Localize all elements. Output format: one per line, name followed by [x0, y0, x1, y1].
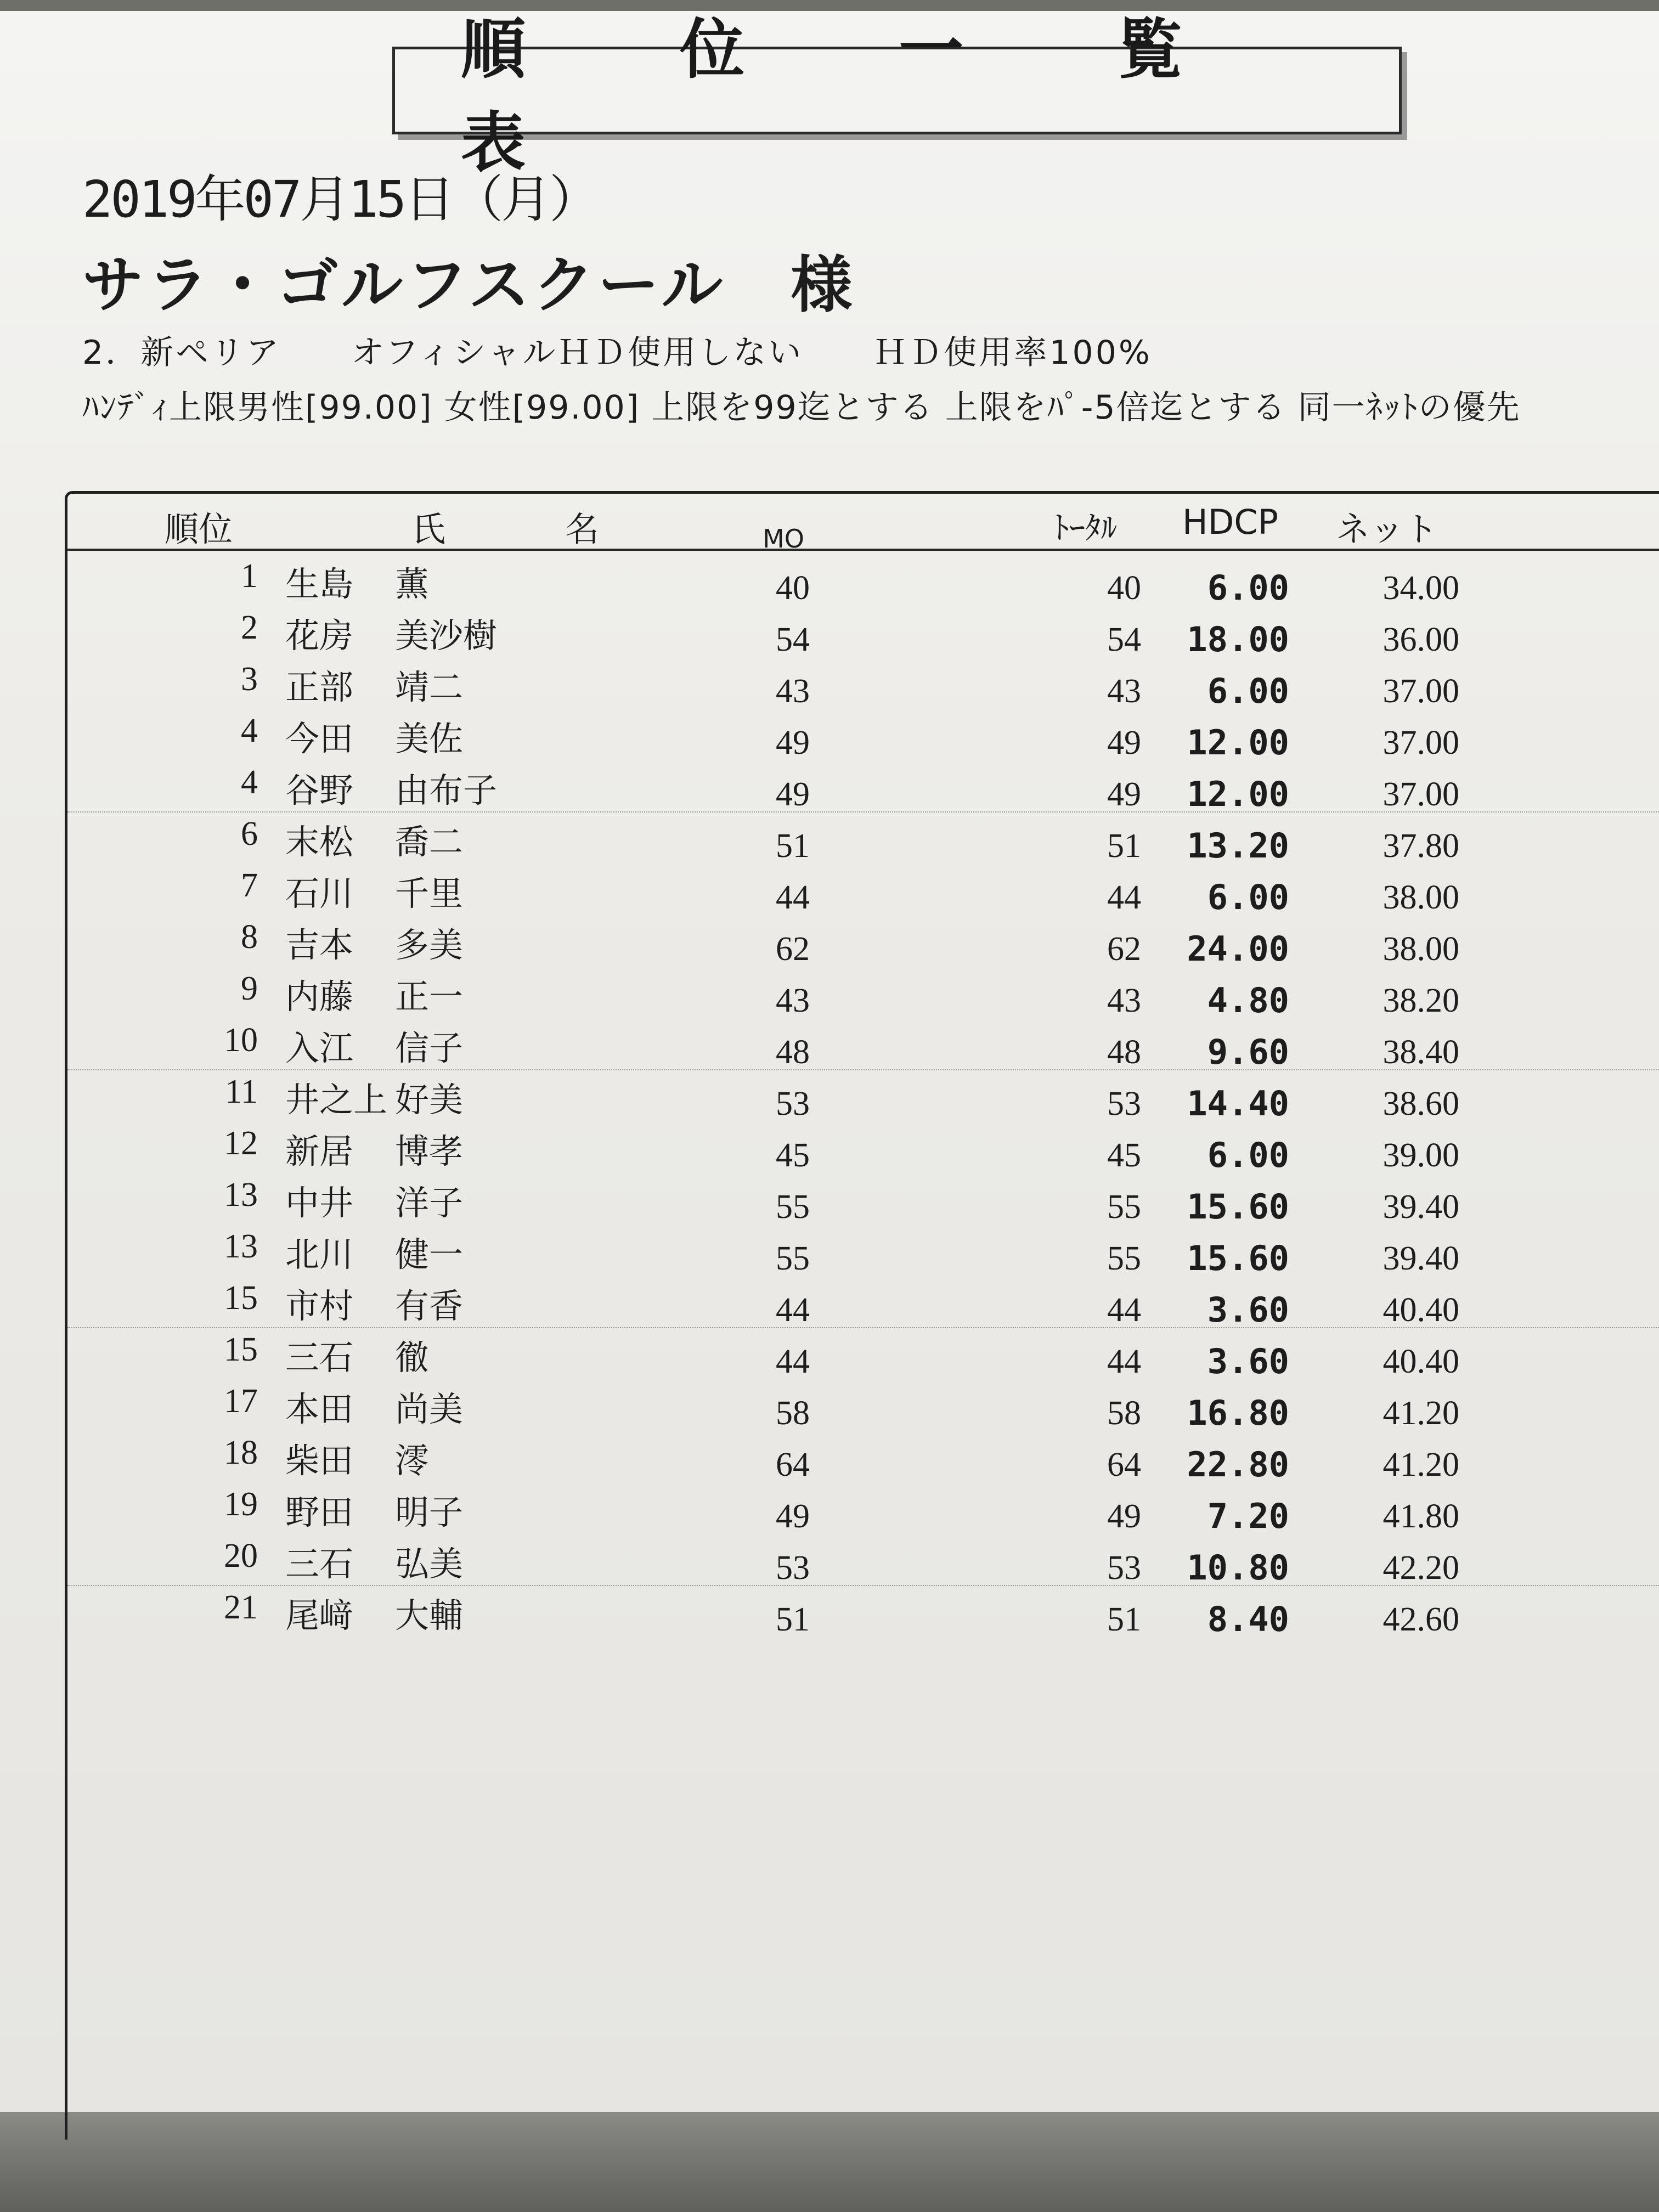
surname-cell: 末松: [285, 822, 354, 862]
mo-cell: 43: [776, 982, 810, 1019]
surname-cell: 生島: [285, 564, 354, 604]
given-name-cell: 澪: [395, 1441, 430, 1481]
surname-cell: 石川: [285, 873, 354, 913]
title-box: [392, 12, 1402, 180]
given-name-cell: 健一: [395, 1234, 464, 1274]
net-cell: 38.00: [1383, 930, 1459, 968]
table-row: [0, 918, 1659, 969]
table-row: [0, 1279, 1659, 1330]
rank-cell: 15: [224, 1279, 258, 1317]
given-name-cell: 徹: [395, 1338, 430, 1378]
total-cell: 54: [1107, 621, 1141, 658]
surname-cell: 吉本: [285, 925, 354, 965]
given-name-cell: 美沙樹: [395, 616, 498, 656]
handicap-conditions: ﾊﾝﾃﾞｨ上限男性[99.00] 女性[99.00] 上限を99迄とする 上限をﾊﾟ-5倍迄とする 同一ﾈｯﾄの優先: [82, 388, 1521, 427]
table-row: [0, 712, 1659, 763]
rank-cell: 1: [241, 557, 258, 595]
surname-cell: 三石: [285, 1544, 354, 1584]
rank-cell: 4: [241, 712, 258, 749]
page-title: 順 位 一 覧 表: [461, 12, 1249, 180]
given-name-cell: 信子: [395, 1028, 464, 1068]
hdcp-cell: 10.80: [1187, 1548, 1289, 1588]
total-cell: 53: [1107, 1085, 1141, 1122]
hdcp-cell: 3.60: [1207, 1290, 1289, 1330]
surname-cell: 正部: [285, 667, 354, 707]
table-row: [0, 1124, 1659, 1176]
net-cell: 42.60: [1383, 1601, 1459, 1638]
given-name-cell: 多美: [395, 925, 464, 965]
column-header-name-first-char: 氏: [411, 509, 446, 549]
total-cell: 58: [1107, 1395, 1141, 1432]
total-cell: 51: [1107, 1601, 1141, 1638]
surname-cell: 井之上: [285, 1080, 388, 1120]
rank-cell: 2: [241, 609, 258, 646]
hdcp-cell: 6.00: [1207, 1135, 1289, 1175]
surname-cell: 谷野: [285, 770, 354, 810]
mo-cell: 44: [776, 1291, 810, 1329]
total-cell: 55: [1107, 1240, 1141, 1277]
table-row: [0, 1073, 1659, 1124]
rank-cell: 10: [224, 1022, 258, 1059]
mo-cell: 40: [776, 569, 810, 607]
hdcp-cell: 12.00: [1187, 723, 1289, 763]
surname-cell: 本田: [285, 1389, 354, 1429]
total-cell: 53: [1107, 1549, 1141, 1587]
surname-cell: 今田: [285, 719, 354, 759]
rank-cell: 12: [224, 1125, 258, 1162]
column-header-net: ネット: [1336, 509, 1438, 549]
surname-cell: 市村: [285, 1286, 354, 1326]
given-name-cell: 博孝: [395, 1131, 464, 1171]
given-name-cell: 由布子: [395, 770, 498, 810]
mo-cell: 45: [776, 1137, 810, 1174]
net-cell: 38.60: [1383, 1085, 1459, 1122]
net-cell: 37.00: [1383, 673, 1459, 710]
table-row: [0, 969, 1659, 1021]
client-name: サラ・ゴルフスクール 様: [82, 250, 856, 321]
rank-cell: 18: [224, 1434, 258, 1471]
total-cell: 48: [1107, 1034, 1141, 1071]
rank-cell: 11: [225, 1073, 258, 1110]
mo-cell: 64: [776, 1446, 810, 1483]
net-cell: 40.40: [1383, 1291, 1459, 1329]
mo-cell: 49: [776, 776, 810, 813]
net-cell: 41.20: [1383, 1395, 1459, 1432]
group-separator: [67, 1069, 1659, 1070]
total-cell: 44: [1107, 1343, 1141, 1380]
table-row: [0, 1021, 1659, 1073]
net-cell: 38.40: [1383, 1034, 1459, 1071]
surname-cell: 入江: [285, 1028, 354, 1068]
total-cell: 62: [1107, 930, 1141, 968]
table-row: [0, 1382, 1659, 1434]
given-name-cell: 正一: [395, 977, 464, 1017]
rank-cell: 19: [224, 1486, 258, 1523]
total-cell: 43: [1107, 982, 1141, 1019]
group-separator: [67, 811, 1659, 812]
given-name-cell: 薫: [395, 564, 430, 604]
table-row: [0, 1176, 1659, 1227]
total-cell: 40: [1107, 569, 1141, 607]
mo-cell: 51: [776, 1601, 810, 1638]
net-cell: 37.80: [1383, 827, 1459, 865]
rank-cell: 6: [241, 815, 258, 853]
hdcp-cell: 15.60: [1187, 1187, 1289, 1227]
net-cell: 39.40: [1383, 1188, 1459, 1226]
mo-cell: 55: [776, 1240, 810, 1277]
mo-cell: 49: [776, 1498, 810, 1535]
scoring-conditions: 2．新ペリア オフィシャルＨＤ使用しない ＨＤ使用率100%: [82, 334, 1152, 372]
surname-cell: 新居: [285, 1131, 354, 1171]
rank-cell: 4: [241, 764, 258, 801]
table-row: [0, 557, 1659, 608]
hdcp-cell: 14.40: [1187, 1084, 1289, 1124]
net-cell: 41.80: [1383, 1498, 1459, 1535]
table-row: [0, 815, 1659, 866]
column-header-mo: MO: [763, 524, 804, 554]
rank-cell: 3: [241, 661, 258, 698]
table-row: [0, 763, 1659, 815]
total-cell: 51: [1107, 827, 1141, 865]
hdcp-cell: 12.00: [1187, 774, 1289, 814]
hdcp-cell: 6.00: [1207, 671, 1289, 711]
net-cell: 37.00: [1383, 724, 1459, 761]
column-header-hdcp: HDCP: [1182, 502, 1279, 542]
mo-cell: 44: [776, 1343, 810, 1380]
column-header-total: ﾄｰﾀﾙ: [1053, 509, 1118, 546]
total-cell: 49: [1107, 724, 1141, 761]
net-cell: 34.00: [1383, 569, 1459, 607]
table-row: [0, 866, 1659, 918]
net-cell: 42.20: [1383, 1549, 1459, 1587]
mo-cell: 43: [776, 673, 810, 710]
surname-cell: 柴田: [285, 1441, 354, 1481]
mo-cell: 48: [776, 1034, 810, 1071]
table-row: [0, 660, 1659, 712]
total-cell: 49: [1107, 1498, 1141, 1535]
hdcp-cell: 4.80: [1207, 980, 1289, 1020]
rank-cell: 9: [241, 970, 258, 1007]
net-cell: 39.40: [1383, 1240, 1459, 1277]
mo-cell: 54: [776, 621, 810, 658]
surname-cell: 中井: [285, 1183, 354, 1223]
mo-cell: 53: [776, 1085, 810, 1122]
net-cell: 40.40: [1383, 1343, 1459, 1380]
table-row: [0, 1330, 1659, 1382]
given-name-cell: 美佐: [395, 719, 464, 759]
hdcp-cell: 3.60: [1207, 1341, 1289, 1381]
hdcp-cell: 22.80: [1187, 1444, 1289, 1485]
column-header-name-second-char: 名: [565, 509, 600, 549]
table-row: [0, 608, 1659, 660]
mo-cell: 44: [776, 879, 810, 916]
given-name-cell: 有香: [395, 1286, 464, 1326]
total-cell: 45: [1107, 1137, 1141, 1174]
hdcp-cell: 9.60: [1207, 1032, 1289, 1072]
surname-cell: 三石: [285, 1338, 354, 1378]
group-separator: [67, 1327, 1659, 1328]
rank-cell: 13: [224, 1176, 258, 1214]
hdcp-cell: 7.20: [1207, 1496, 1289, 1536]
surname-cell: 尾﨑: [285, 1595, 354, 1635]
surname-cell: 花房: [285, 616, 354, 656]
hdcp-cell: 13.20: [1187, 826, 1289, 866]
rank-cell: 17: [224, 1383, 258, 1420]
given-name-cell: 弘美: [395, 1544, 464, 1584]
mo-cell: 51: [776, 827, 810, 865]
rank-cell: 13: [224, 1228, 258, 1265]
rank-cell: 21: [224, 1589, 258, 1626]
given-name-cell: 好美: [395, 1080, 464, 1120]
table-row: [0, 1434, 1659, 1485]
mo-cell: 58: [776, 1395, 810, 1432]
hdcp-cell: 18.00: [1187, 619, 1289, 659]
given-name-cell: 千里: [395, 873, 464, 913]
net-cell: 36.00: [1383, 621, 1459, 658]
rank-cell: 20: [224, 1537, 258, 1575]
given-name-cell: 尚美: [395, 1389, 464, 1429]
net-cell: 38.00: [1383, 879, 1459, 916]
surname-cell: 内藤: [285, 977, 354, 1017]
column-header-rank: 順位: [165, 509, 233, 549]
total-cell: 44: [1107, 879, 1141, 916]
net-cell: 41.20: [1383, 1446, 1459, 1483]
given-name-cell: 喬二: [395, 822, 464, 862]
hdcp-cell: 24.00: [1187, 929, 1289, 969]
total-cell: 64: [1107, 1446, 1141, 1483]
total-cell: 49: [1107, 776, 1141, 813]
rank-cell: 7: [241, 867, 258, 904]
mo-cell: 62: [776, 930, 810, 968]
table-row: [0, 1227, 1659, 1279]
total-cell: 44: [1107, 1291, 1141, 1329]
net-cell: 38.20: [1383, 982, 1459, 1019]
mo-cell: 49: [776, 724, 810, 761]
hdcp-cell: 6.00: [1207, 568, 1289, 608]
surname-cell: 北川: [285, 1234, 354, 1274]
net-cell: 39.00: [1383, 1137, 1459, 1174]
event-date: 2019年07月15日（月）: [82, 170, 598, 229]
given-name-cell: 靖二: [395, 667, 464, 707]
table-row: [0, 1485, 1659, 1537]
table-row: [0, 1588, 1659, 1640]
surname-cell: 野田: [285, 1492, 354, 1532]
table-row: [0, 1537, 1659, 1588]
mo-cell: 55: [776, 1188, 810, 1226]
rank-cell: 15: [224, 1331, 258, 1368]
total-cell: 43: [1107, 673, 1141, 710]
rank-cell: 8: [241, 918, 258, 956]
net-cell: 37.00: [1383, 776, 1459, 813]
hdcp-cell: 15.60: [1187, 1238, 1289, 1278]
group-separator: [67, 1585, 1659, 1586]
given-name-cell: 洋子: [395, 1183, 464, 1223]
total-cell: 55: [1107, 1188, 1141, 1226]
mo-cell: 53: [776, 1549, 810, 1587]
hdcp-cell: 16.80: [1187, 1393, 1289, 1433]
hdcp-cell: 6.00: [1207, 877, 1289, 917]
given-name-cell: 大輔: [395, 1595, 464, 1635]
given-name-cell: 明子: [395, 1492, 464, 1532]
hdcp-cell: 8.40: [1207, 1599, 1289, 1639]
